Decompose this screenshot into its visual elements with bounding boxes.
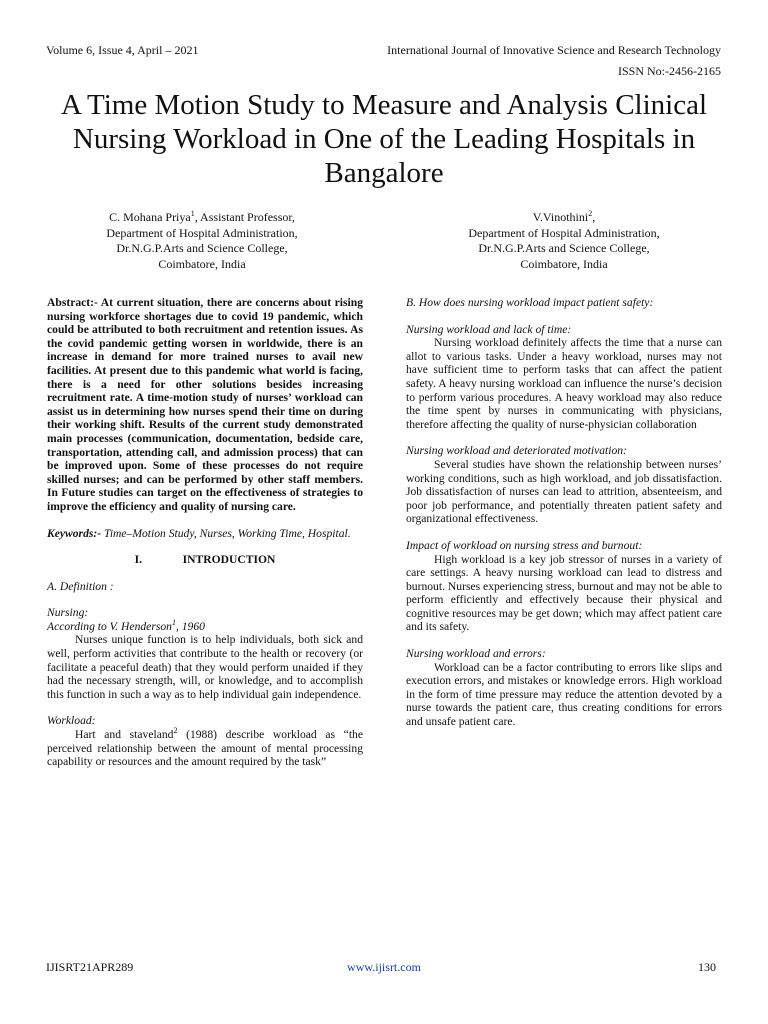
author-role: , <box>592 210 596 224</box>
issn: ISSN No:-2456-2165 <box>617 64 721 78</box>
journal-name: International Journal of Innovative Science and Research Technology <box>387 43 721 57</box>
right-column <box>406 296 722 729</box>
subsection-heading: A. Definition : <box>47 579 114 593</box>
author-affiliation-mark: 2 <box>588 209 593 218</box>
author-department: Department of Hospital Administration, <box>106 225 298 240</box>
workload-text-b: (1988) describe workload as “the perceived relationship between the amount of mental processing capability or resources and the amount required by the task” <box>47 728 363 769</box>
author-department: Department of Hospital Administration, <box>468 225 660 240</box>
heading-stress-burnout: Impact of workload on nursing stress and burnout: <box>406 538 643 552</box>
nursing-paragraph: Nurses unique function is to help individuals, both sick and well, perform activities that contribute to the health or recovery (or facilitate a peaceful death) that they would perform unaided if they had the necessary strength, will, or knowledge, and to accomplish this function in such a way as to help individual gain independence. <box>47 633 363 701</box>
author-city: Coimbatore, India <box>158 256 246 271</box>
nursing-label: Nursing: <box>47 606 89 620</box>
section-title: INTRODUCTION <box>182 553 276 567</box>
abstract: Abstract:- At current situation, there are concerns about rising nursing workforce shortages due to covid 19 pandemic, which could be attributed to both recruitment and retention issues. As the covid pandemic getting worsen in worldwide, there is an increase in demand for more trained nurses to avail new facilities. At present due to this pandemic what world is facing, there is a need for other solutions besides increasing recruitment rate. A time-motion study of nurses’ workload can assist us in determining how nurses spend their time on during their working shift. Results of the current study demonstrated main processes (communication, documentation, bedside care, transportation, attending call, and admission process) that can be improved upon. Some of these processes do not require skilled nurses; and can be performed by other staff members. In Future studies can target on the effectiveness of strategies to improve the efficiency and quality of nursing care. <box>47 296 363 513</box>
heading-lack-of-time: Nursing workload and lack of time: <box>406 322 572 336</box>
author-college: Dr.N.G.P.Arts and Science College, <box>116 241 288 255</box>
author-role: , Assistant Professor, <box>194 210 295 224</box>
author-block-1 <box>52 210 352 272</box>
section-number: I. <box>134 553 143 567</box>
author-name: C. Mohana Priya <box>109 210 191 224</box>
keywords <box>47 527 363 541</box>
workload-text-a: Hart and staveland <box>75 728 174 742</box>
henderson-text: According to V. Henderson <box>47 619 172 633</box>
heading-errors: Nursing workload and errors: <box>406 647 546 661</box>
paragraph-motivation: Several studies have shown the relationship between nurses’ working conditions, such as high workload, and job dissatisfaction. Job dissatisfaction of nurses can lead to attrition, absenteeism, and poor job performance, and potentially threaten patient safety and organizational effectiveness. <box>406 457 722 526</box>
workload-label: Workload: <box>47 714 96 728</box>
journal-website-link[interactable]: www.ijisrt.com <box>347 960 421 974</box>
citation-mark: 2 <box>173 726 178 736</box>
subsection-heading: B. How does nursing workload impact patient safety: <box>406 296 654 309</box>
keywords-label: Keywords:- <box>47 526 102 540</box>
citation-mark: 1 <box>171 618 176 628</box>
left-column <box>47 296 363 769</box>
henderson-year: , 1960 <box>175 619 205 633</box>
keywords-text: Time–Motion Study, Nurses, Working Time, Hospital. <box>101 526 351 540</box>
workload-paragraph <box>47 728 363 769</box>
volume-issue: Volume 6, Issue 4, April – 2021 <box>46 43 199 57</box>
author-college: Dr.N.G.P.Arts and Science College, <box>478 241 650 255</box>
author-name: V.Vinothini <box>532 210 589 224</box>
author-city: Coimbatore, India <box>520 256 608 271</box>
heading-motivation: Nursing workload and deteriorated motivation: <box>406 444 627 458</box>
paper-id: IJISRT21APR289 <box>46 960 134 974</box>
paper-title: A Time Motion Study to Measure and Analysis Clinical Nursing Workload in One of the Leading Hospitals in Bangalore <box>60 89 708 189</box>
paragraph-stress-burnout: High workload is a key job stressor of nurses in a variety of care settings. A heavy nursing workload can lead to distress and burnout. Nurses experiencing stress, burnout and may not be able to perform efficiently and effectively because their physical and cognitive resources may be get down; which may affect patient care and its safety. <box>406 552 722 634</box>
author-block-2 <box>414 210 714 272</box>
section-heading <box>47 553 363 567</box>
henderson-citation <box>47 620 363 634</box>
author-affiliation-mark: 1 <box>190 209 195 218</box>
paragraph-errors: Workload can be a factor contributing to errors like slips and execution errors, and mistakes or knowledge errors. High workload in the form of time pressure may reduce the attention devoted by a nurse towards the patient care, thus creating conditions for errors and unsafe patient care. <box>406 660 722 729</box>
page-number: 130 <box>698 960 716 974</box>
paragraph-lack-of-time: Nursing workload definitely affects the time that a nurse can allot to various tasks. Under a heavy workload, nurses may not have sufficient time to perform tasks that can affect the patient safety. A heavy nursing workload can influence the nurse’s decision to perform various procedures. A heavy workload may also reduce the time spent by nurses in communicating with physicians, therefore affecting the quality of nurse-physician collaboration <box>406 336 722 431</box>
